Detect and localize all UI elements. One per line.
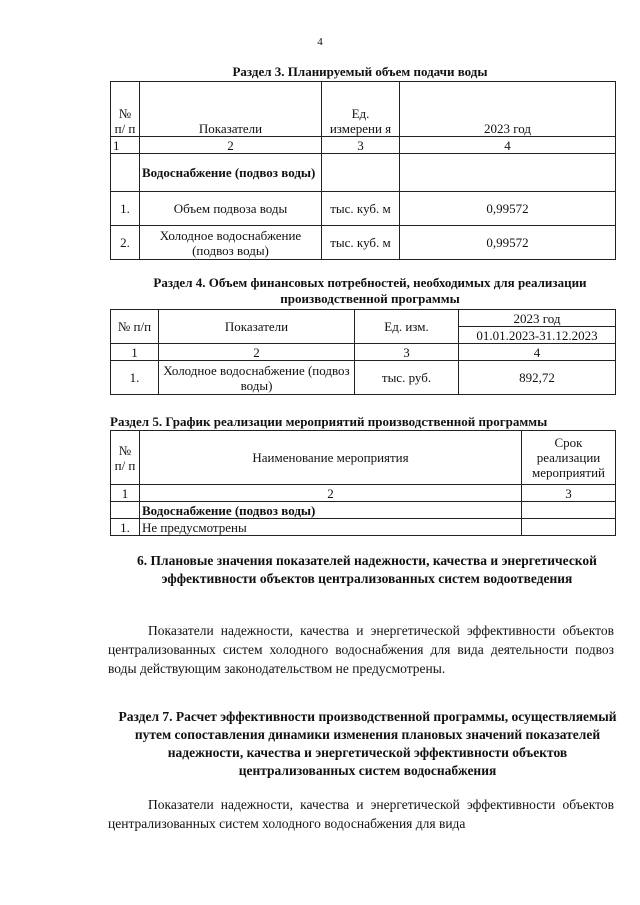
table-header-row <box>111 82 616 137</box>
index-cell: 2 <box>159 344 355 361</box>
section-6-text: Показатели надежности, качества и энергетической эффективности объектов централизованных систем холодного водоснабжения для вида деятельности подвоз воды действующим законодательством не предусмотрены. <box>108 623 614 676</box>
header-measure: Наименование мероприятия <box>140 431 522 485</box>
table-header-row <box>111 431 616 485</box>
index-cell: 1 <box>111 137 140 154</box>
section-6-paragraph <box>108 621 614 678</box>
empty-cell <box>111 154 140 192</box>
row-unit: тыс. куб. м <box>322 226 400 260</box>
table-header-row <box>111 310 616 327</box>
header-year: 2023 год <box>400 82 616 137</box>
section-7-heading: Раздел 7. Расчет эффективности производственной программы, осуществляемый путем сопоставления динамики изменения плановых значений показателей надежности, качества и энергетической эффективности объектов централизованных систем водоснабжения <box>118 709 617 778</box>
index-cell: 3 <box>322 137 400 154</box>
row-value: 0,99572 <box>400 192 616 226</box>
row-name: Холодное водоснабжение (подвоз воды) <box>140 226 322 260</box>
section-4-title: Раздел 4. Объем финансовых потребностей, необходимых для реализации производственной программы <box>153 275 587 306</box>
row-unit: тыс. руб. <box>355 361 459 395</box>
header-unit: Ед. измерени я <box>322 82 400 137</box>
empty-cell <box>400 154 616 192</box>
table-index-row <box>111 137 616 154</box>
row-name: Не предусмотрены <box>140 519 522 536</box>
row-num: 1. <box>111 192 140 226</box>
index-cell: 3 <box>522 485 616 502</box>
table-row <box>111 361 616 395</box>
table-row <box>111 519 616 536</box>
header-num: № п/ п <box>111 431 140 485</box>
section-3-title: Раздел 3. Планируемый объем подачи воды <box>232 64 488 79</box>
table-group-row <box>111 154 616 192</box>
index-cell: 2 <box>140 137 322 154</box>
header-term: Срок реализации мероприятий <box>522 431 616 485</box>
group-label: Водоснабжение (подвоз воды) <box>140 154 322 192</box>
index-cell: 2 <box>140 485 522 502</box>
index-cell: 1 <box>111 344 159 361</box>
section-7-text: Показатели надежности, качества и энергетической эффективности объектов централизованных систем холодного водоснабжения для вида <box>108 797 614 831</box>
header-year: 2023 год <box>459 310 616 327</box>
table-row <box>111 226 616 260</box>
header-num: № п/ п <box>111 82 140 137</box>
header-period: 01.01.2023-31.12.2023 <box>459 327 616 344</box>
group-label: Водоснабжение (подвоз воды) <box>140 502 522 519</box>
section-5-title: Раздел 5. График реализации мероприятий производственной программы <box>110 414 548 429</box>
table-index-row <box>111 344 616 361</box>
header-indicator: Показатели <box>159 310 355 344</box>
row-num: 1. <box>111 519 140 536</box>
table-group-row <box>111 502 616 519</box>
section-6-heading: 6. Плановые значения показателей надежности, качества и энергетической эффективности объектов централизованных систем водоотведения <box>137 553 597 586</box>
index-cell: 4 <box>400 137 616 154</box>
financial-needs-table <box>110 309 616 395</box>
row-name: Холодное водоснабжение (подвоз воды) <box>159 361 355 395</box>
row-value: 892,72 <box>459 361 616 395</box>
measures-schedule-table <box>110 430 616 536</box>
empty-cell <box>322 154 400 192</box>
header-num: № п/п <box>111 310 159 344</box>
row-name: Объем подвоза воды <box>140 192 322 226</box>
row-value: 0,99572 <box>400 226 616 260</box>
header-indicator: Показатели <box>140 82 322 137</box>
row-num: 1. <box>111 361 159 395</box>
row-num: 2. <box>111 226 140 260</box>
index-cell: 3 <box>355 344 459 361</box>
index-cell: 1 <box>111 485 140 502</box>
page-number: 4 <box>317 36 323 48</box>
empty-cell <box>522 502 616 519</box>
empty-cell <box>111 502 140 519</box>
row-term <box>522 519 616 536</box>
table-index-row <box>111 485 616 502</box>
index-cell: 4 <box>459 344 616 361</box>
table-row <box>111 192 616 226</box>
planned-water-volume-table <box>110 81 616 260</box>
header-unit: Ед. изм. <box>355 310 459 344</box>
section-7-paragraph <box>108 795 614 833</box>
row-unit: тыс. куб. м <box>322 192 400 226</box>
